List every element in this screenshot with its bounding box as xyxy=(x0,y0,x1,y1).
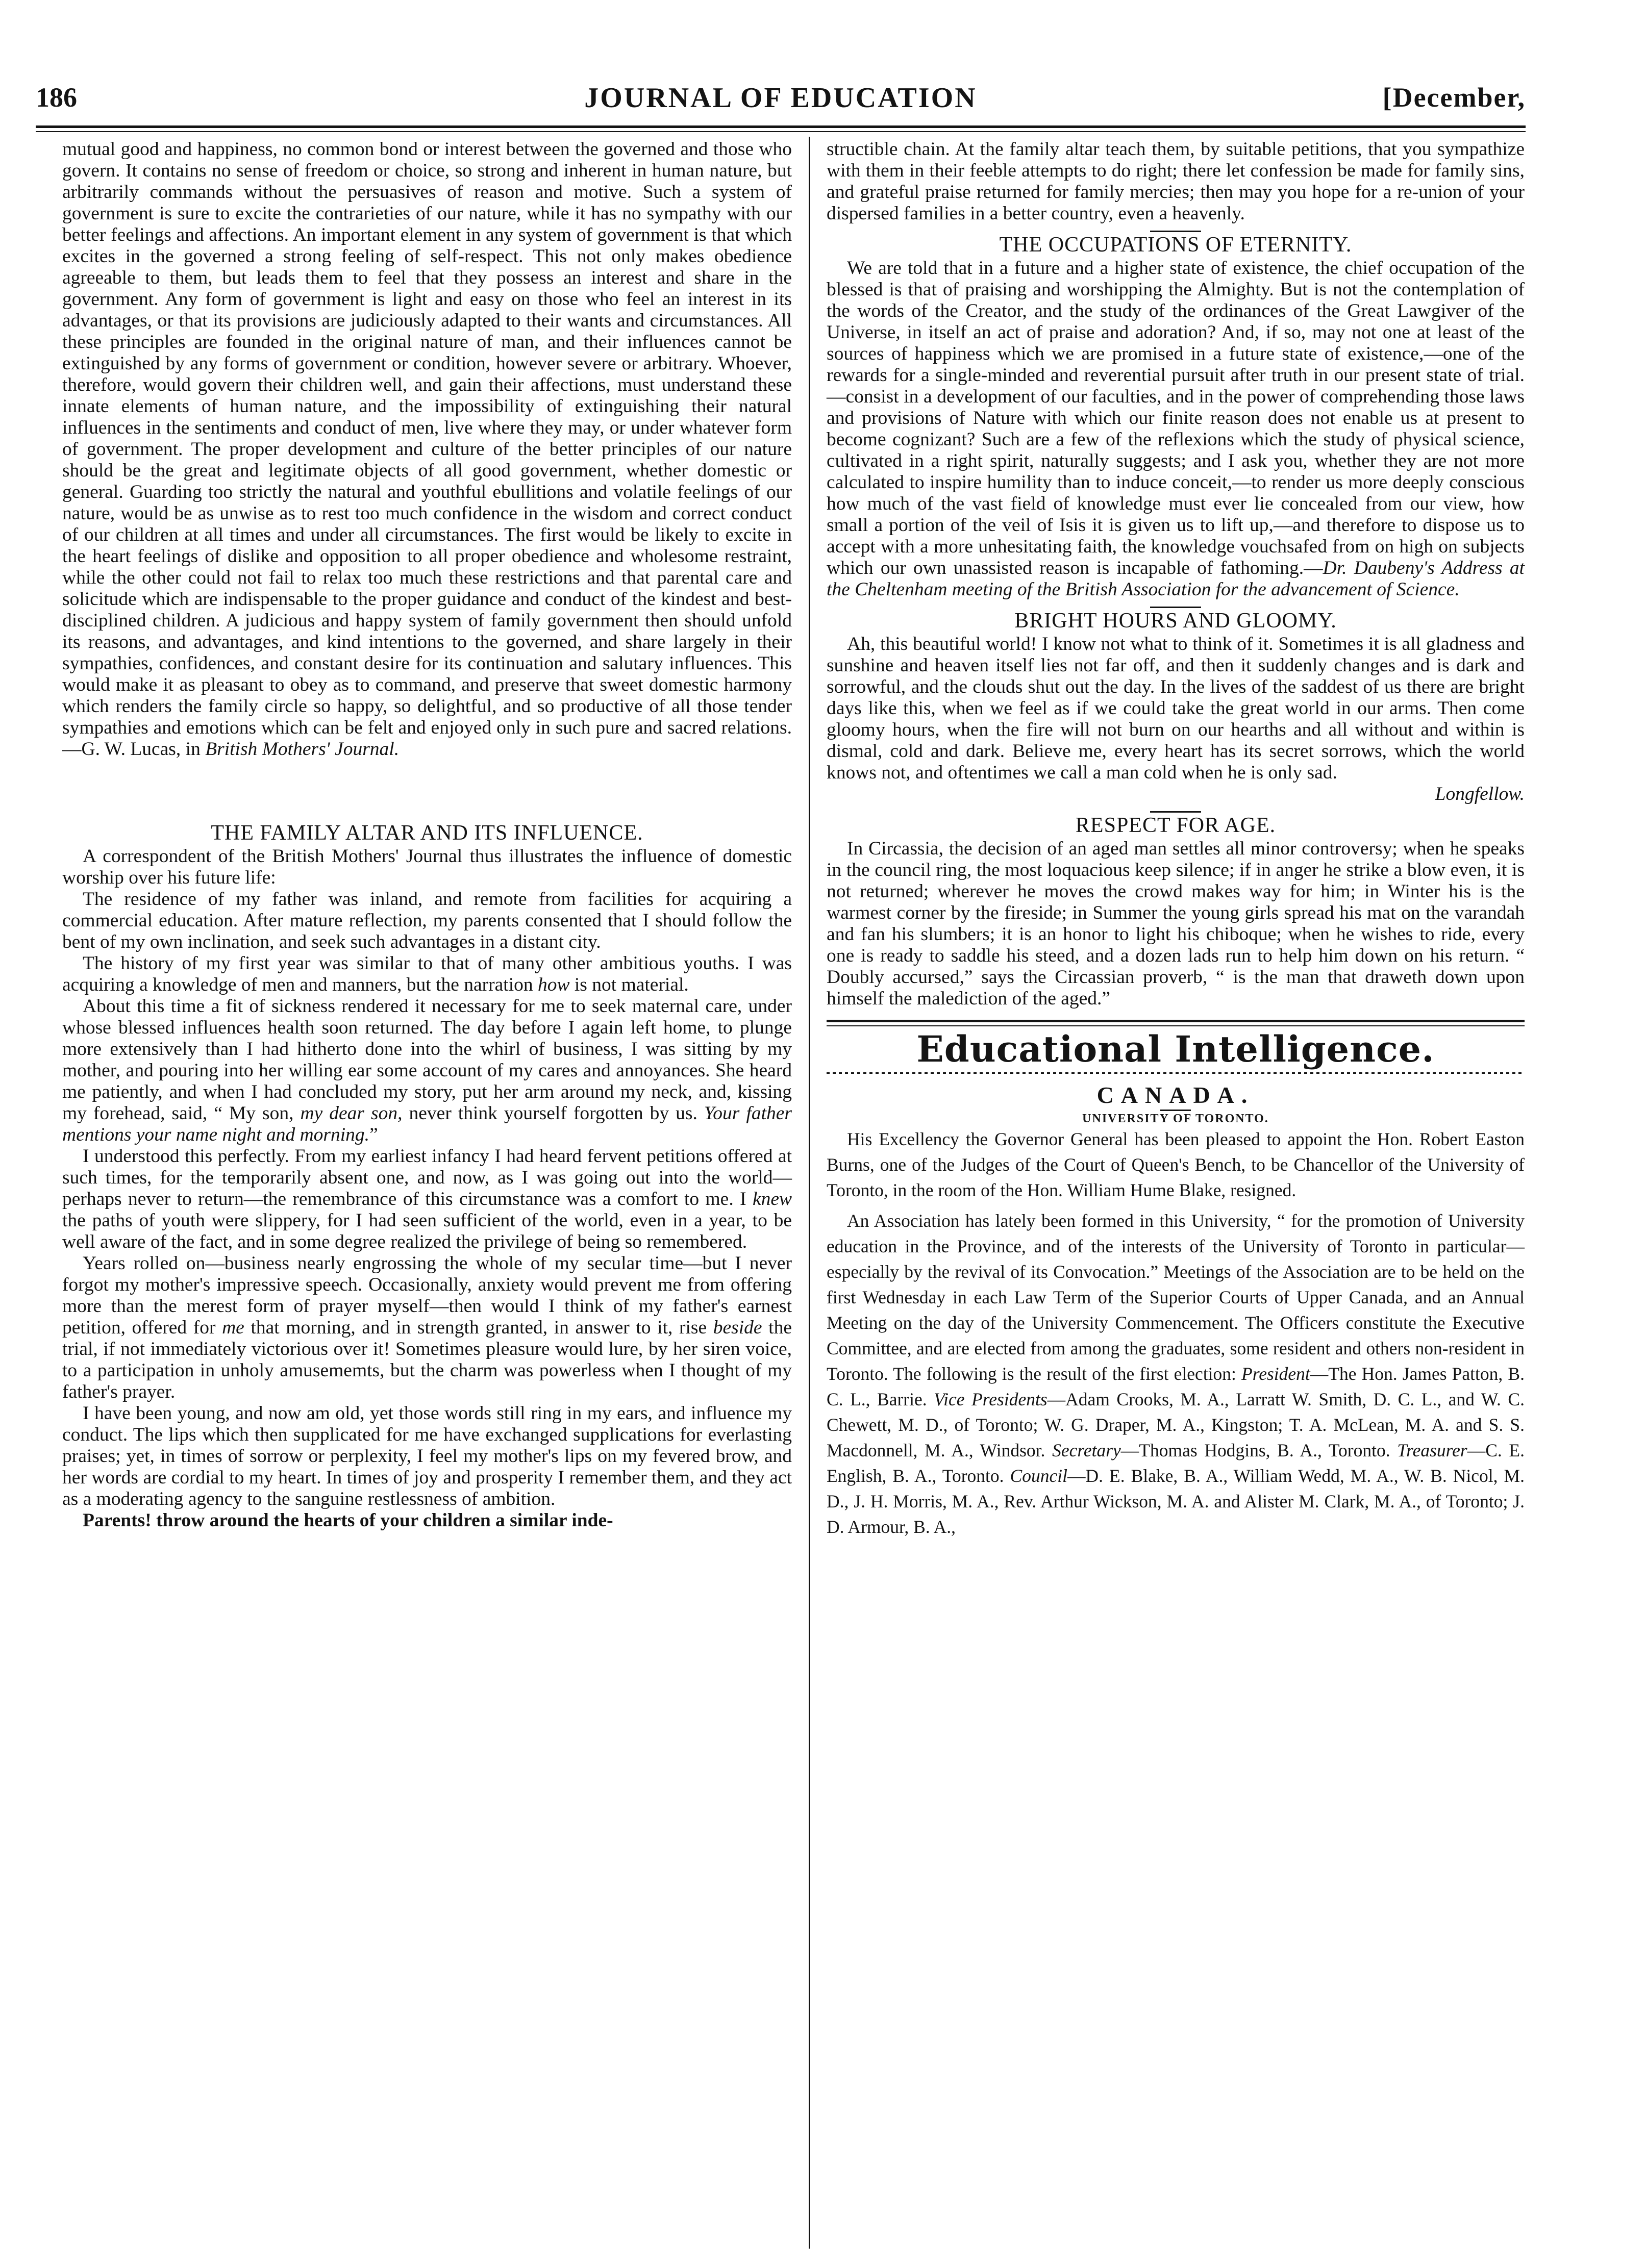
double-rule xyxy=(827,1020,1525,1022)
paragraph: About this time a fit of sickness rendered it necessary for me to seek maternal care, under whose blessed influences health soon returned. The day before I again left home, to plunge more extensively than I had hitherto done into the whirl of business, I was sitting by my mother, and pouring into her willing ear some account of my cares and annoyances. She heard me patiently, and when I had concluded my story, put her arm around my neck, and, kissing my forehead, said, “ My son, my dear son, never think yourself forgotten by us. Your father mentions your name night and morning.” xyxy=(62,996,792,1145)
paragraph: structible chain. At the family altar teach them, by suitable petitions, that you sympathize with them in their feeble attempts to do right; there let confession be made for family sins, and grateful praise returned for family mercies; then may you hope for a re-union of your dispersed families in a better country, even a heavenly. xyxy=(827,139,1525,224)
header-month: [December, xyxy=(1382,82,1526,113)
header-rule-thick xyxy=(36,125,1526,128)
paragraph: Ah, this beautiful world! I know not what to think of it. Sometimes it is all gladness and sunshine and heaven itself lies not far off, and then it suddenly changes and is dark and sorrowful, and the clouds shut out the day. In the lives of the saddest of us there are bright days like this, when we feel as if we could take the great world in our arms. Then come gloomy hours, when the fire will not burn on our hearths and all without and within is dismal, cold and dark. Believe me, every heart has its secret sorrows, which the world knows not, and oftentimes we call a man cold when he is only sad. xyxy=(827,634,1525,783)
header-rule-thin xyxy=(36,131,1526,132)
paragraph: I have been young, and now am old, yet those words still ring in my ears, and influence my conduct. The lips which then supplicated for me have exchanged supplications for everlasting praises; yet, in times of sorrow or perplexity, I feel my mother's lips on my fevered brow, and her words are cordial to my heart. In times of joy and prosperity I remember them, and they act as a moderating agency to the sanguine restlessness of ambition. xyxy=(62,1403,792,1509)
section-title-educational-intelligence: Educational Intelligence. xyxy=(916,1028,1435,1070)
journal-title: JOURNAL OF EDUCATION xyxy=(584,82,977,114)
paragraph: Years rolled on—business nearly engrossing the whole of my secular time—but I never forgot my mother's impressive speech. Occasionally, anxiety would prevent me from offering more than the merest form of prayer myself—then would I think of my father's earnest petition, offered for me that morning, and in strength granted, in answer to it, rise beside the trial, if not immediately victorious over it! Sometimes pleasure would lure, by her siren voice, to a participation in unholy amusememts, but the charm was powerless when I thought of my father's prayer. xyxy=(62,1253,792,1402)
signature: Longfellow. xyxy=(1435,784,1525,804)
heading-respect-age: RESPECT FOR AGE. xyxy=(1075,814,1276,837)
page-number: 186 xyxy=(36,82,77,113)
column-divider xyxy=(809,137,810,2249)
paragraph: The history of my first year was similar to that of many other ambitious youths. I was acquiring a knowledge of men and manners, but the narration how is not material. xyxy=(62,953,792,995)
paragraph: A correspondent of the British Mothers' Journal thus illustrates the influence of domestic worship over his future life: xyxy=(62,846,792,888)
heading-family-altar: THE FAMILY ALTAR AND ITS INFLUENCE. xyxy=(211,821,643,845)
paragraph: We are told that in a future and a higher state of existence, the chief occupation of the blessed is that of praising and worshipping the Almighty. But is not the contemplation of the words of the Creator, and the study of the ordinances of the Great Lawgiver of the Universe, in itself an act of praise and adoration? And, if so, may not one at least of the sources of happiness which we are promised in a future state of existence,—one of the rewards for a single-minded and reverential pursuit after truth in our present state of trial.—consist in a development of our faculties, and in the power of comprehending those laws and provisions of Nature with which our finite reason does not enable us at present to become cognizant? Such are a few of the reflexions which the study of physical science, cultivated in a right spirit, naturally suggests; and I ask you, whether they are not more calculated to inspire humility than to induce conceit,—to render us more deeply conscious how much of the vast field of knowledge must ever lie concealed from our view, how small a portion of the veil of Isis it is given us to lift up,—and therefore to dispose us to accept with a more unhesitating faith, the knowledge vouchsafed from on high on subjects which our own unassisted reason is incapable of fathoming.—Dr. Daubeny's Address at the Cheltenham meeting of the British Association for the advancement of Science. xyxy=(827,258,1525,600)
paragraph: Parents! throw around the hearts of your children a similar inde- xyxy=(83,1510,613,1531)
running-header xyxy=(36,82,1526,118)
paragraph: mutual good and happiness, no common bond or interest between the governed and those who govern. It contains no sense of freedom or choice, so strong and inherent in human nature, but arbitrarily commands without the persuasives of reason and motive. Such a system of government is sure to excite the contrarieties of our nature, while it has no sympathy with our better feelings and affections. An important element in any system of government is that which excites in the governed a strong feeling of self-respect. This not only makes obedience agreeable to them, but leads them to feel that they possess an interest and share in the government. Any form of government is light and easy on those who feel an interest in its advantages, or that its provisions are judiciously adapted to their wants and circumstances. All these principles are founded in the original nature of man, and their influences cannot be extinguished by any forms of government or condition, however severe or arbitrary. Whoever, therefore, would govern their children well, and gain their affections, must understand these innate elements of human nature, and the impossibility of extinguishing their natural influences in the sentiments and conduct of men, live where they may, or under whatever form of government. The proper development and culture of the better principles of our nature should be the great and legitimate objects of all good government, whether domestic or general. Guarding too strictly the natural and youthful ebullitions and volatile feelings of our nature, would be as unwise as to rest too much confidence in the wisdom and correct conduct of our children at all times and under all circumstances. The first would be likely to excite in the heart feelings of dislike and opposition to all proper obedience and wholesome restraint, while the other could not fail to relax too much these restrictions and that parental care and solicitude which are indispensable to the proper guidance and conduct of the kindest and best-disciplined children. A judicious and happy system of family government then should unfold its reasons, and advantages, and kind intentions to the governed, and share largely in their sympathies, confidences, and constant desire for its continuation and salutary influences. This would make it as pleasant to obey as to command, and preserve that sweet domestic harmony which renders the family circle so happy, so delightful, and so productive of all those tender sympathies and emotions which can be felt and enjoyed only in such pure and sacred relations.—G. W. Lucas, in British Mothers' Journal. xyxy=(62,139,792,760)
paragraph: His Excellency the Governor General has been pleased to appoint the Hon. Robert Easton Burns, one of the Judges of the Court of Queen's Bench, to be Chancellor of the University of Toronto, in the room of the Hon. William Hume Blake, resigned. xyxy=(827,1129,1525,1200)
paragraph: The residence of my father was inland, and remote from facilities for acquiring a commercial education. After mature reflection, my parents consented that I should follow the bent of my own inclination, and seek such advantages in a distant city. xyxy=(62,889,792,952)
paragraph: In Circassia, the decision of an aged man settles all minor controversy; when he speaks in the council ring, the most loquacious keep silence; if in anger he strike a blow even, it is not returned; wherever he moves the crowd makes way for him; in Winter his is the warmest corner by the fireside; in Summer the young girls spread his mat on the varandah and fan his slumbers; it is an honor to light his chiboque; when he wishes to ride, every one is ready to saddle his steed, and a dozen lads run to help him down on his return. “ Doubly accursed,” says the Circassian proverb, “ is the man that draweth down upon himself the malediction of the aged.” xyxy=(827,838,1525,1009)
right-column xyxy=(827,139,1525,1540)
heading-bright-hours: BRIGHT HOURS AND GLOOMY. xyxy=(1014,609,1337,633)
heading-university-toronto: UNIVERSITY OF TORONTO. xyxy=(1082,1112,1269,1125)
left-column xyxy=(62,139,792,1531)
paragraph: I understood this perfectly. From my earliest infancy I had heard fervent petitions offered at such times, for the temporarily absent one, and now, as I was going out into the world—perhaps never to return—the remembrance of this circumstance was a comfort to me. I knew the paths of youth were slippery, for I had seen sufficient of the world, even in a year, to be well aware of the fact, and in some degree realized the privilege of being so remembered. xyxy=(62,1146,792,1252)
heading-canada: CANADA. xyxy=(1096,1082,1255,1108)
heading-occupations: THE OCCUPATIONS OF ETERNITY. xyxy=(999,233,1352,257)
paragraph: An Association has lately been formed in this University, “ for the promotion of University education in the Province, and of the interests of the University of Toronto in particular—especially by the revival of its Convocation.” Meetings of the Association are to be held on the first Wednesday in each Law Term of the Superior Courts of Upper Canada, and an Annual Meeting on the day of the University Commencement. The Officers constitute the Executive Committee, and are elected from among the graduates, some resident and others non-resident in Toronto. The following is the result of the first election: President—The Hon. James Patton, B. C. L., Barrie. Vice Presidents—Adam Crooks, M. A., Larratt W. Smith, D. C. L., and W. C. Chewett, M. D., of Toronto; W. G. Draper, M. A., Kingston; T. A. McLean, M. A. and S. S. Macdonnell, M. A., Windsor. Secretary—Thomas Hodgins, B. A., Toronto. Treasurer—C. E. English, B. A., Toronto. Council—D. E. Blake, B. A., William Wedd, M. A., W. B. Nicol, M. D., J. H. Morris, M. A., Rev. Arthur Wickson, M. A. and Alister M. Clark, M. A., of Toronto; J. D. Armour, B. A., xyxy=(827,1211,1525,1537)
